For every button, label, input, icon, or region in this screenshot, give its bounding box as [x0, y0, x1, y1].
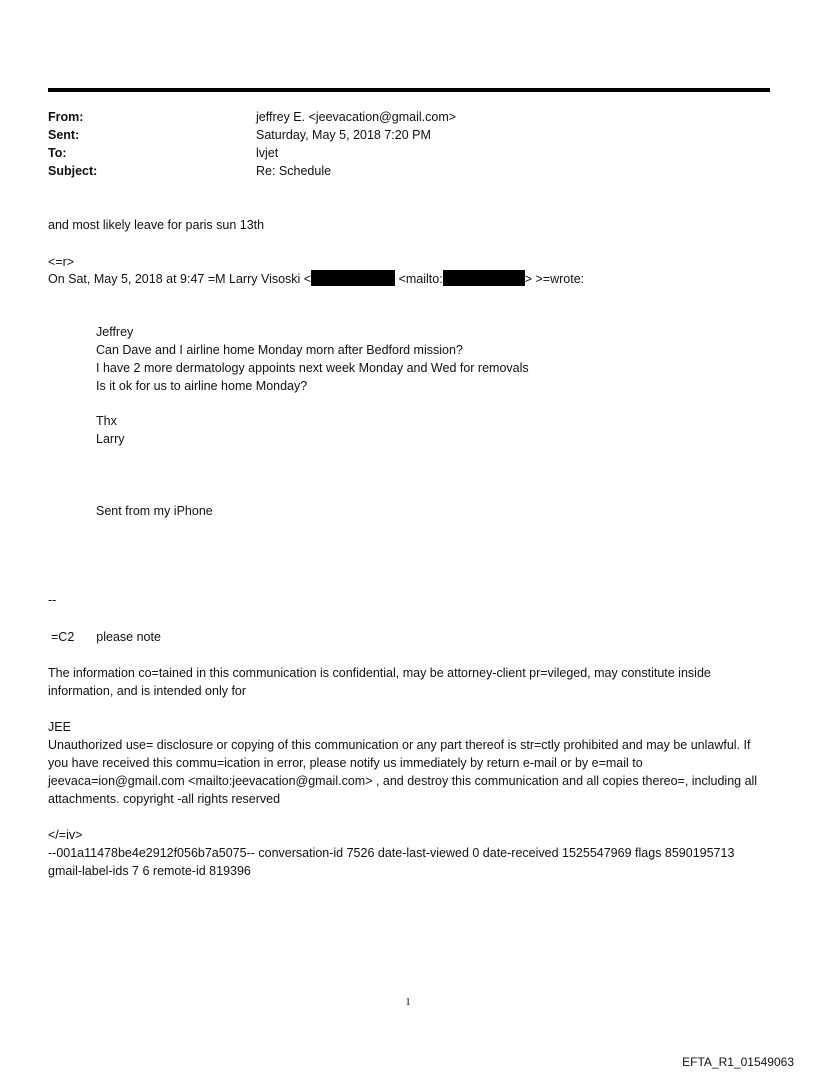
bates-number: EFTA_R1_01549063 — [682, 1055, 794, 1069]
note-code: =C2 — [51, 630, 75, 644]
sent-value: Saturday, May 5, 2018 7:20 PM — [256, 128, 431, 142]
quoted-line-3: Is it ok for us to airline home Monday? — [96, 379, 308, 393]
quote-intro-a: On Sat, May 5, 2018 at 9:47 =M Larry Visoski < — [48, 272, 312, 286]
from-row — [48, 108, 768, 126]
subject-value: Re: Schedule — [256, 164, 332, 178]
quote-intro-b: <mailto: — [395, 272, 443, 286]
message-metadata: --001a11478be4e2912f056b7a5075-- conversation-id 7526 date-last-viewed 0 date-received 1525547969 flags 8590195713 gmail-label-ids 7 6 remote-id 819396 — [48, 846, 735, 878]
quoted-greeting: Jeffrey — [96, 325, 134, 339]
from-label: From: — [48, 110, 84, 124]
quoted-thx: Thx — [96, 414, 117, 428]
note-text: please note — [96, 630, 161, 644]
disclaimer-paragraph-1: The information co=tained in this communication is confidential, may be attorney-client pr=vileged, may constitute inside information, and is intended only for — [48, 666, 711, 698]
quoted-line-2: I have 2 more dermatology appoints next week Monday and Wed for removals — [96, 361, 529, 375]
header-rule — [48, 88, 770, 92]
to-label: To: — [48, 146, 67, 160]
body-line-1: and most likely leave for paris sun 13th — [48, 218, 265, 232]
redaction-box — [311, 270, 395, 286]
page-number: 1 — [405, 996, 411, 1008]
redaction-box — [443, 270, 525, 286]
sent-label: Sent: — [48, 128, 80, 142]
from-value: jeffrey E. <jeevacation@gmail.com> — [256, 110, 457, 124]
subject-row — [48, 162, 768, 180]
subject-label: Subject: — [48, 164, 98, 178]
quoted-sent-from: Sent from my iPhone — [96, 504, 213, 518]
quoted-name: Larry — [96, 432, 125, 446]
quoted-line-1: Can Dave and I airline home Monday morn after Bedford mission? — [96, 343, 463, 357]
body-marker: <=r> — [48, 255, 75, 269]
to-row — [48, 144, 768, 162]
disclaimer-paragraph-2: Unauthorized use= disclosure or copying of this communication or any part thereof is str=ctly prohibited and may be unlawful. If you have received this commu=ication in error, please notify us immediately by return e-mail or by e=mail to jeevaca=ion@gmail.com <mailto:jeevacation@gmail.com> , and destroy this communication and all copies thereo=, including all attachments. copyright -all rights reserved — [48, 738, 758, 806]
please-note-line — [48, 628, 770, 646]
to-value: lvjet — [256, 146, 279, 160]
quote-intro — [48, 270, 770, 288]
end-div-marker: </=iv> — [48, 828, 83, 842]
jee-label: JEE — [48, 720, 71, 734]
sent-row — [48, 126, 768, 144]
quote-intro-c: > >=wrote: — [524, 272, 585, 286]
signature-separator: -- — [48, 593, 57, 607]
